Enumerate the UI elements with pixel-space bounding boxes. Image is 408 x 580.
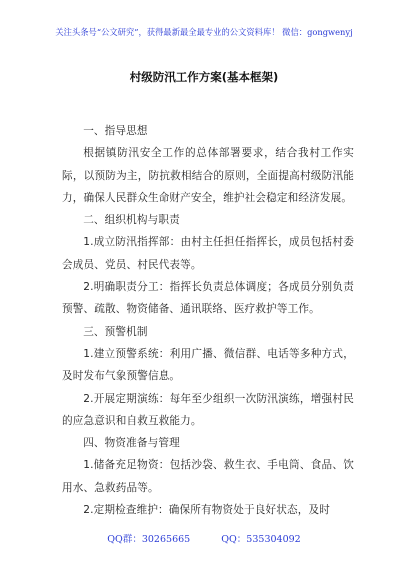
section-heading-3: 三、预警机制 — [83, 325, 148, 338]
qq-group-text: QQ群：30265665 — [107, 534, 191, 545]
paragraph: 1.成立防汛指挥部：由村主任担任指挥长，成员包括村委会成员、党员、村民代表等。 — [62, 236, 354, 271]
document-body — [62, 120, 354, 521]
promo-header: 关注头条号“公文研究”，获得最新最全最专业的公文资料库！ 微信：gongwenyj — [55, 27, 353, 37]
paragraph: 1.建立预警系统：利用广播、微信群、电话等多种方式，及时发布气象预警信息。 — [62, 347, 354, 383]
section-heading-4: 四、物资准备与管理 — [83, 437, 180, 450]
document-title: 村级防汛工作方案(基本框架) — [129, 70, 279, 84]
paragraph: 2.定期检查维护：确保所有物资处于良好状态，及时 — [83, 504, 330, 517]
contact-footer — [0, 531, 408, 545]
paragraph: 根据镇防汛安全工作的总体部署要求，结合我村工作实际，以预防为主，防抗救相结合的原则，全面提高村级防汛能力，确保人民群众生命财产安全，维护社会稳定和经济发展。 — [62, 147, 354, 204]
paragraph: 1.储备充足物资：包括沙袋、救生衣、手电筒、食品、饮用水、急救药品等。 — [62, 459, 354, 494]
section-heading-1: 一、指导思想 — [83, 125, 148, 137]
qq-contact-text: QQ：535304092 — [221, 534, 301, 545]
paragraph: 2.开展定期演练：每年至少组织一次防汛演练，增强村民的应急意识和自救互救能力。 — [62, 392, 354, 427]
paragraph: 2.明确职责分工：指挥长负责总体调度；各成员分别负责预警、疏散、物资储备、通讯联络、医疗救护等工作。 — [62, 281, 354, 316]
section-heading-2: 二、组织机构与职责 — [83, 214, 180, 227]
